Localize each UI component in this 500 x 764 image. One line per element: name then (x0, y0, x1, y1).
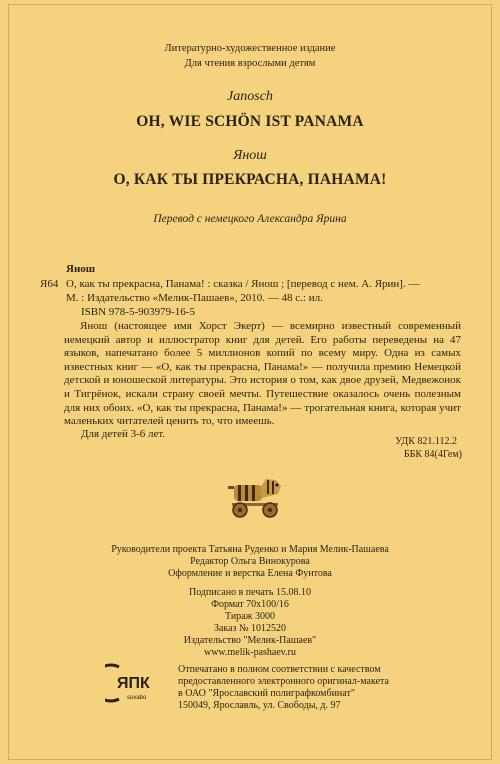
translated-author: Янош (233, 148, 267, 163)
translated-title: О, КАК ТЫ ПРЕКРАСНА, ПАНАМА! (113, 171, 387, 188)
layout-designer: Оформление и верстка Елена Фунтова (168, 568, 332, 579)
logo-sub: suvabo (127, 695, 147, 701)
audience: Для чтения взрослыми детям (184, 58, 316, 69)
bbk: ББК 84(4Гем) (403, 449, 462, 460)
printer-line-3: в ОАО "Ярославский полиграфкомбинат" (178, 688, 355, 699)
format: Формат 70х100/16 (211, 599, 289, 610)
print-run: Тираж 3000 (224, 611, 276, 622)
age-recommendation: Для детей 3-6 лет. (81, 428, 166, 440)
logo-letters: ЯПК (117, 675, 150, 692)
bib-author: Янош (66, 263, 96, 275)
publisher-url[interactable]: www.melik-pashaev.ru (203, 647, 296, 658)
publisher-name: Издательство "Мелик-Пашаев" (183, 635, 317, 646)
order-number: Заказ № 1012520 (213, 623, 287, 634)
signed-to-print: Подписано в печать 15.08.10 (189, 587, 311, 598)
project-leaders: Руководители проекта Татьяна Руденко и Мария Мелик-Пашаева (111, 544, 389, 555)
bib-line-1: О, как ты прекрасна, Панама! : сказка / Янош ; [перевод с нем. А. Ярин]. — (66, 278, 420, 290)
printer-line-2: предоставленного электронного оригинал-макета (178, 676, 389, 687)
isbn: ISBN 978-5-903979-16-5 (81, 306, 195, 318)
toy-tiger-illustration (226, 476, 288, 520)
translator-credit: Перевод с немецкого Александра Ярина (153, 213, 347, 225)
annotation-text: Янош (настоящее имя Хорст Экерт) — всемирно известный современный немецкий автор и иллюстратор книг для детей. Его работы переведены на 47 языков, напечатано более 5 миллионов копий по всему миру. Одна из самых известных книг — «О, как ты прекрасна, Панама!» — получила премию Немецкой детской и юношеской литературы. Это история о том, как двое друзей, Медвежонок и Тигрёнок, искали страну своей мечты. Путешествие оказалось очень полезным для них обоих. «О, как ты прекрасна, Панама!» — трогательная книга, которая учит маленьких читателей ценить то, что имеешь. (64, 320, 461, 428)
printer-line-1: Отпечатано в полном соответствии с качеством (178, 664, 381, 675)
printer-logo (105, 663, 161, 703)
original-author: Janosch (227, 89, 273, 104)
udk: УДК 821.112.2 (395, 436, 457, 447)
printer-line-4: 150049, Ярославль, ул. Свободы, д. 97 (178, 700, 341, 711)
bib-line-2: М. : Издательство «Мелик-Пашаев», 2010. — 48 с.: ил. (66, 292, 323, 304)
edition-type: Литературно-художественное издание (164, 43, 336, 54)
original-title: OH, WIE SCHÖN IST PANAMA (136, 113, 364, 130)
editor: Редактор Ольга Винокурова (190, 556, 310, 567)
bib-code: Я64 (40, 278, 59, 290)
